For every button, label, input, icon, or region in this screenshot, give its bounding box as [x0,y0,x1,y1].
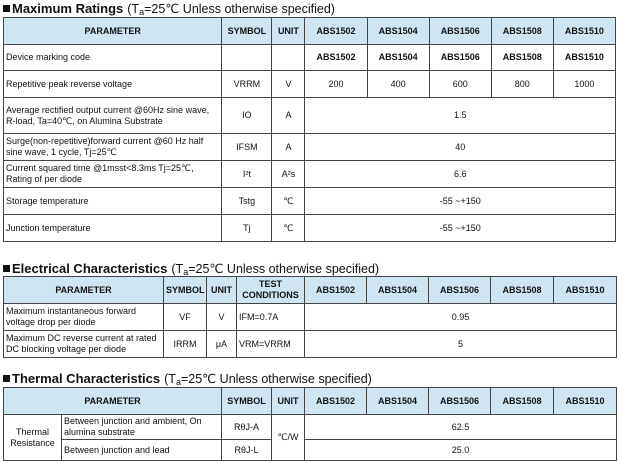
param-cell: Maximum instantaneous forward voltage drop per diode [4,304,164,331]
section-condition: ($T_a=25℃$ Unless otherwise specified) [127,2,335,17]
header-cell: ABS1510 [553,18,615,45]
max-ratings-heading [3,0,335,18]
unit-cell: ℃ [272,188,305,215]
symbol-cell: IO [222,98,272,134]
value-cell: -55 ~+150 [305,215,616,242]
symbol-cell: Tstg [222,188,272,215]
table-row [4,71,616,98]
max-ratings-table [3,17,616,242]
value-cell: 600 [429,71,491,98]
unit-cell: μA [207,331,237,358]
header-cell: SYMBOL [222,388,272,415]
table-header-row [4,277,617,304]
header-cell: ABS1504 [367,277,429,304]
header-cell: ABS1506 [429,18,491,45]
value-cell: ABS1510 [553,45,615,71]
symbol-cell: Tj [222,215,272,242]
header-cell: ABS1508 [491,18,553,45]
table-row [4,45,616,71]
value-cell: ABS1508 [491,45,553,71]
header-cell: UNIT [207,277,237,304]
table-row [4,188,616,215]
table-row [4,98,616,134]
header-cell: ABS1504 [367,18,429,45]
table-row [4,215,616,242]
symbol-cell: IFSM [222,134,272,161]
unit-cell: A [272,134,305,161]
param-cell: Junction temperature [4,215,222,242]
table-header-row [4,18,616,45]
symbol-cell: IRRM [164,331,207,358]
header-cell: ABS1510 [554,388,617,415]
unit-cell: V [272,71,305,98]
param-cell: Average rectified output current @60Hz sine wave, R-load, Ta=40℃, on Alumina Substrate [4,98,222,134]
thermal-heading [3,370,372,388]
value-cell: ABS1504 [367,45,429,71]
value-cell: -55 ~+150 [305,188,616,215]
header-cell: TEST CONDITIONS [237,277,305,304]
header-cell: ABS1510 [554,277,617,304]
header-cell: ABS1506 [429,388,491,415]
header-cell: UNIT [272,388,305,415]
symbol-cell: VRRM [222,71,272,98]
param-cell: Repetitive peak reverse voltage [4,71,222,98]
header-cell: ABS1504 [367,388,429,415]
section-title: Maximum Ratings [12,1,124,16]
symbol-cell: RθJ-L [222,440,272,461]
table-row [4,161,616,188]
value-cell: 1.5 [305,98,616,134]
value-cell: 5 [305,331,617,358]
symbol-cell: RθJ-A [222,415,272,440]
header-cell: ABS1506 [429,277,491,304]
unit-cell: V [207,304,237,331]
header-cell: UNIT [272,18,305,45]
header-cell: ABS1502 [305,277,367,304]
header-cell: ABS1508 [491,388,554,415]
section-title: Electrical Characteristics [12,261,168,276]
table-row [4,415,617,440]
section-title: Thermal Characteristics [12,371,161,386]
value-cell: 40 [305,134,616,161]
param-cell: Storage temperature [4,188,222,215]
param-cell: Maximum DC reverse current at rated DC blocking voltage per diode [4,331,164,358]
value-cell: 25.0 [305,440,617,461]
unit-cell: A [272,98,305,134]
symbol-cell: VF [164,304,207,331]
thermal-table [3,387,617,461]
condition-cell: VRM=VRRM [237,331,305,358]
unit-cell: ℃ [272,215,305,242]
value-cell: 400 [367,71,429,98]
section-condition: ($T_a=25℃$ Unless otherwise specified) [171,262,380,277]
value-cell: 62.5 [305,415,617,440]
square-bullet-icon [3,375,10,382]
group-cell: Thermal Resistance [4,415,62,461]
param-cell: Surge(non-repetitive)forward current @60 Hz half sine wave, 1 cycle, Tj=25℃ [4,134,222,161]
header-cell: SYMBOL [164,277,207,304]
condition-cell: IFM=0.7A [237,304,305,331]
value-cell: 800 [491,71,553,98]
header-cell: PARAMETER [4,277,164,304]
header-cell: ABS1502 [305,388,367,415]
header-cell: ABS1502 [305,18,367,45]
header-cell: SYMBOL [222,18,272,45]
square-bullet-icon [3,265,10,272]
value-cell: 6.6 [305,161,616,188]
table-row [4,331,617,358]
electrical-table [3,276,617,358]
table-row [4,440,617,461]
value-cell: ABS1502 [305,45,367,71]
param-cell: Device marking code [4,45,222,71]
unit-cell: ℃/W [272,415,305,461]
section-condition: ($T_a=25℃$ Unless otherwise specified) [164,372,372,387]
header-cell: PARAMETER [4,388,222,415]
table-row [4,304,617,331]
header-cell: ABS1508 [491,277,554,304]
table-row [4,134,616,161]
value-cell: 0.95 [305,304,617,331]
symbol-cell [222,45,272,71]
square-bullet-icon [3,5,10,12]
symbol-cell: I²t [222,161,272,188]
value-cell: ABS1506 [429,45,491,71]
value-cell: 1000 [553,71,615,98]
param-cell: Current squared time @1msst<8.3ms Tj=25℃, Rating of per diode [4,161,222,188]
value-cell: 200 [305,71,367,98]
table-header-row [4,388,617,415]
param-cell: Between junction and ambient, On alumina substrate [62,415,222,440]
header-cell: PARAMETER [4,18,222,45]
unit-cell: A²s [272,161,305,188]
unit-cell [272,45,305,71]
param-cell: Between junction and lead [62,440,222,461]
